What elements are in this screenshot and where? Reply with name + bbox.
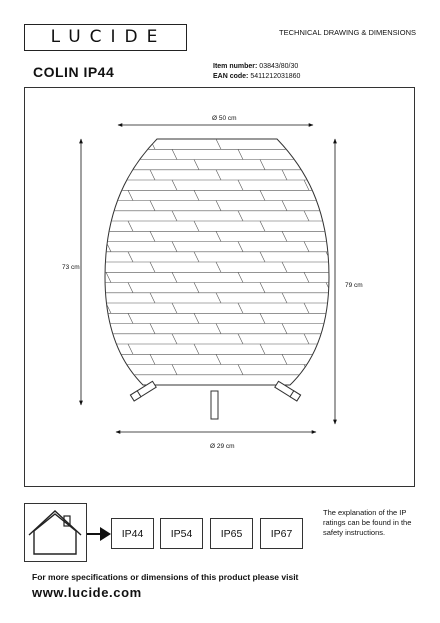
brand-logo: LUCIDE (50, 27, 167, 47)
footer-text: For more specifications or dimensions of this product please visit (32, 572, 299, 582)
house-icon-frame (24, 503, 87, 562)
total-height-label: 79 cm (345, 282, 363, 289)
arrow-right-icon (87, 526, 112, 542)
item-number-label: Item number: (213, 63, 258, 70)
item-number-value: 03843/80/30 (259, 63, 299, 70)
product-title: COLIN IP44 (33, 64, 115, 80)
ip-ratings-note: The explanation of the IP ratings can be found in the safety instructions. (323, 508, 412, 537)
ip-rating-ip44: IP44 (111, 518, 154, 549)
lamp-weave-ticks (84, 139, 353, 375)
ip-rating-ip65: IP65 (210, 518, 253, 549)
ean-row (213, 73, 300, 80)
document-type: TECHNICAL DRAWING & DIMENSIONS (279, 28, 416, 37)
base-diameter-label: Ø 29 cm (210, 443, 235, 450)
top-diameter-label: Ø 50 cm (212, 115, 237, 122)
lamp-legs (130, 381, 300, 419)
ean-label: EAN code: (213, 73, 249, 80)
item-number-row (213, 63, 298, 70)
footer-url-link[interactable]: www.lucide.com (32, 585, 142, 600)
ip-rating-ip67: IP67 (260, 518, 303, 549)
ip-rating-ip54: IP54 (160, 518, 203, 549)
lamp-weave-lines (94, 149, 344, 374)
ean-value: 5411212031860 (250, 73, 301, 80)
house-icon (25, 504, 86, 561)
body-height-label: 73 cm (62, 264, 80, 271)
